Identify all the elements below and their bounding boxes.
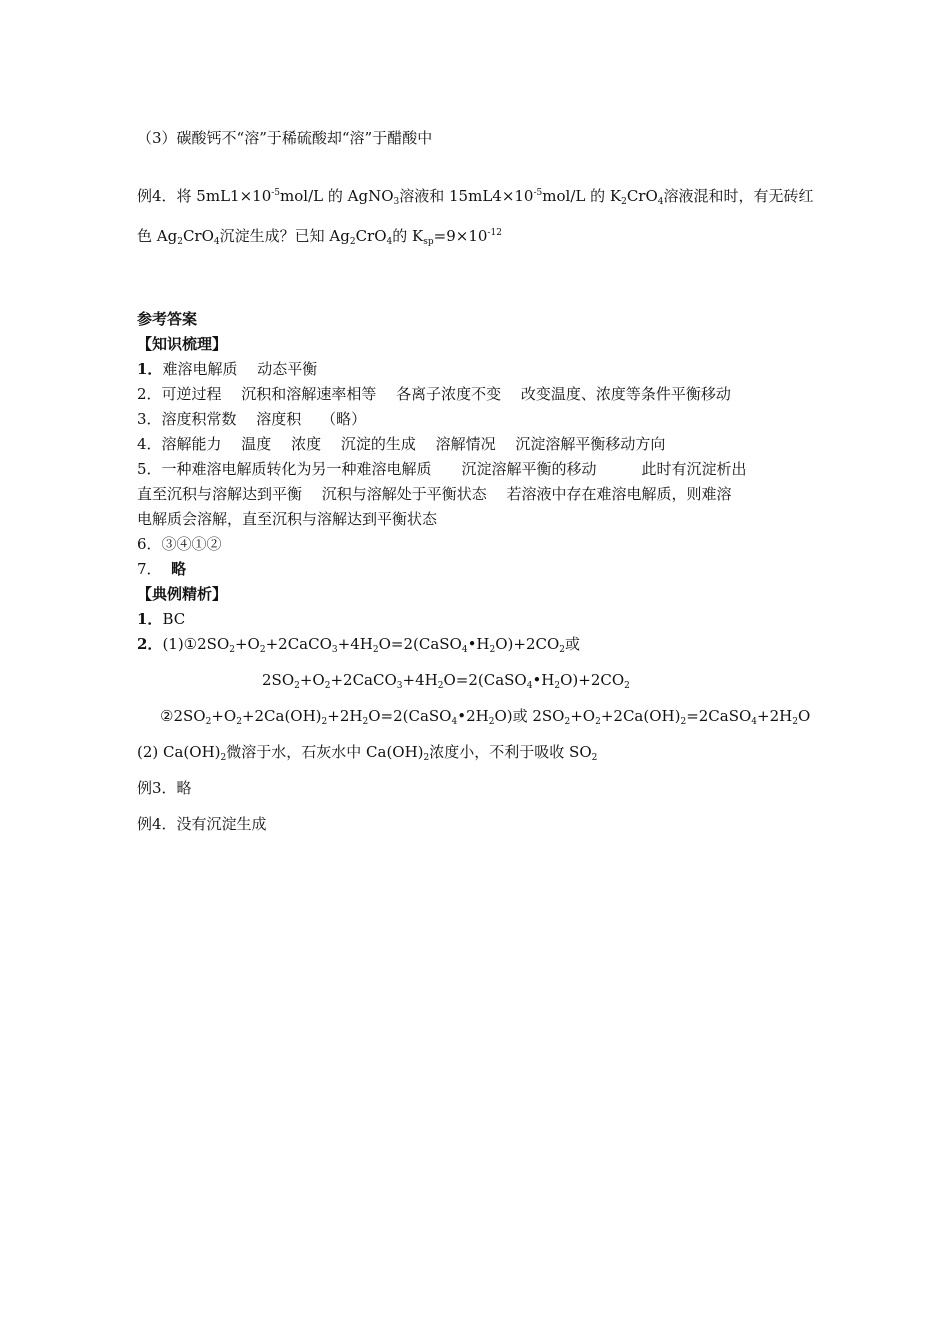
knowledge-item-3: 3．溶度积常数 溶度积 （略） [137,410,367,428]
knowledge-item-2: 2．可逆过程 沉积和溶解速率相等 各离子浓度不变 改变温度、浓度等条件平衡移动 [137,385,731,403]
example-4-question-line-2: 色 $Ag_2CrO_4$沉淀生成？已知 $Ag_2CrO_4$的 $K_{sp}=9\times 10^{-12}$ [137,227,502,247]
answers-title: 参考答案 [137,310,198,328]
example-answer-2-part-2: (2) $Ca(OH)_2$微溶于水，石灰水中 $Ca(OH)_2$浓度小，不利于吸收 $SO_2$ [137,743,598,763]
section-examples-heading: 【典例精析】 [137,585,228,603]
knowledge-item-5-line-1: 5．一种难溶电解质转化为另一种难溶电解质 沉淀溶解平衡的移动 此时有沉淀析出 [137,460,747,478]
example-answer-2-equation-3: $②2SO_2+O_2+2Ca(OH)_2+2H_2O=2(CaSO_4•2H_2O)$或 $2SO_2+O_2+2Ca(OH)_2=2CaSO_4+2H_2O$ [160,707,811,727]
knowledge-item-1: 1．难溶电解质 动态平衡 [137,360,318,378]
example-answer-4: 例4．没有沉淀生成 [137,815,267,833]
example-answer-2-equation-1: 2．$(1)①2SO_2+O_2+2CaCO_3+4H_2O=2(CaSO_4•H_2O)+2CO_2$或 [137,635,581,655]
example-answer-1: 1．BC [137,610,186,628]
knowledge-item-7: 7． 略 [137,560,187,578]
knowledge-item-5-line-3: 电解质会溶解，直至沉积与溶解达到平衡状态 [137,510,438,528]
knowledge-item-5-line-2: 直至沉积与溶解达到平衡 沉积与溶解处于平衡状态 若溶液中存在难溶电解质，则难溶 [137,485,732,503]
example-4-question-line-1: 例4．将 $5mL1\times 10^{-5}mol/L$ 的 AgNO$_3$溶液和 $15mL4\times 10^{-5}mol/L$ 的 $K_2CrO_4$溶液混和时，有无砖红 [137,187,814,207]
knowledge-item-6: 6．③④①② [137,535,222,553]
section-knowledge-heading: 【知识梳理】 [137,335,228,353]
example-answer-3: 例3．略 [137,779,192,797]
knowledge-item-4: 4．溶解能力 温度 浓度 沉淀的生成 溶解情况 沉淀溶解平衡移动方向 [137,435,666,453]
question-3-text: （3）碳酸钙不“溶”于稀硫酸却“溶”于醋酸中 [137,129,433,147]
example-answer-2-equation-2: $2SO_2+O_2+2CaCO_3+4H_2O=2(CaSO_4•H_2O)+2CO_2$ [262,671,630,691]
